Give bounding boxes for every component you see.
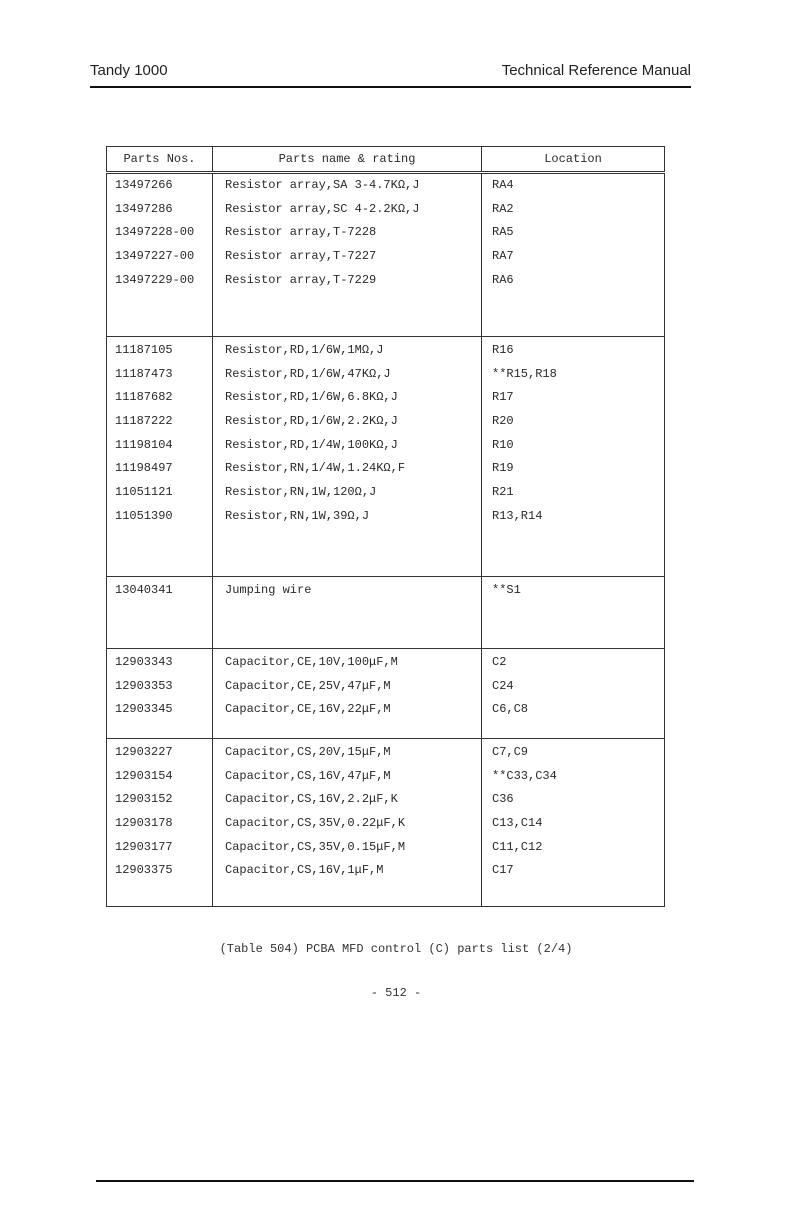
parts-table-container: [106, 146, 664, 907]
part-name: Resistor array,T-7228: [225, 225, 377, 240]
parts-nos-cell: [107, 577, 213, 649]
part-name: Resistor,RD,1/4W,100KΩ,J: [225, 437, 398, 452]
table-row: [107, 739, 665, 907]
part-number: 13497228-00: [115, 225, 195, 240]
part-number: 12903227: [115, 745, 173, 759]
part-number: 11198497: [115, 461, 173, 476]
parts-group-resistors: [107, 337, 665, 577]
part-location: C11,C12: [492, 839, 543, 854]
part-name: Capacitor,CS,20V,15μF,M: [225, 745, 391, 759]
part-location: RA6: [492, 272, 514, 287]
part-name: Resistor,RD,1/6W,47KΩ,J: [225, 366, 391, 381]
part-location: RA4: [492, 178, 514, 192]
part-location: **C33,C34: [492, 768, 557, 783]
parts-nos-cell: [107, 739, 213, 907]
parts-group-jumper: [107, 577, 665, 649]
part-name: Capacitor,CE,16V,22μF,M: [225, 702, 391, 717]
part-location: RA7: [492, 249, 514, 264]
part-number: 13040341: [115, 583, 173, 597]
part-location: RA2: [492, 201, 514, 216]
part-number: 13497227-00: [115, 249, 195, 264]
part-name: Resistor array,T-7229: [225, 272, 377, 287]
part-location: C17: [492, 863, 514, 878]
part-number: 12903178: [115, 816, 173, 831]
col-header-location: Location: [482, 147, 665, 173]
location-cell: [482, 173, 665, 337]
table-header-row: [107, 147, 665, 173]
part-location: C24: [492, 678, 514, 693]
part-location: R20: [492, 414, 514, 429]
header-left: Tandy 1000: [90, 62, 168, 79]
part-name: Capacitor,CS,16V,2.2μF,K: [225, 792, 398, 807]
part-name: Resistor array,SA 3-4.7KΩ,J: [225, 178, 420, 192]
parts-name-cell: [213, 577, 482, 649]
part-number: 12903345: [115, 702, 173, 717]
table-row: [107, 577, 665, 649]
part-name: Capacitor,CE,25V,47μF,M: [225, 678, 391, 693]
part-location: C7,C9: [492, 745, 529, 759]
part-number: 12903154: [115, 768, 173, 783]
parts-nos-cell: [107, 173, 213, 337]
part-number: 13497286: [115, 201, 173, 216]
footer-rule: [96, 1180, 694, 1182]
part-location: C2: [492, 655, 507, 669]
part-name: Resistor,RN,1/4W,1.24KΩ,F: [225, 461, 406, 476]
part-number: 11051121: [115, 485, 173, 500]
part-number: 11051390: [115, 508, 173, 523]
table-row: [107, 337, 665, 577]
location-cell: [482, 577, 665, 649]
part-name: Capacitor,CS,35V,0.22μF,K: [225, 816, 406, 831]
parts-group-electrolytic-capacitors: [107, 649, 665, 739]
parts-nos-cell: [107, 649, 213, 739]
page-number: - 512 -: [370, 986, 422, 1000]
part-number: 11187682: [115, 390, 173, 405]
part-location: C36: [492, 792, 514, 807]
part-number: 11187473: [115, 366, 173, 381]
part-number: 11198104: [115, 437, 173, 452]
part-number: 13497229-00: [115, 272, 195, 287]
part-location: R13,R14: [492, 508, 543, 523]
part-name: Capacitor,CS,16V,1μF,M: [225, 863, 384, 878]
parts-table: [106, 146, 665, 907]
location-cell: [482, 649, 665, 739]
part-name: Resistor,RD,1/6W,1MΩ,J: [225, 343, 384, 357]
parts-name-cell: [213, 649, 482, 739]
parts-name-cell: [213, 337, 482, 577]
part-number: 12903353: [115, 678, 173, 693]
part-name: Resistor,RN,1W,39Ω,J: [225, 508, 370, 523]
location-cell: [482, 739, 665, 907]
part-number: 12903375: [115, 863, 173, 878]
part-name: Resistor array,SC 4-2.2KΩ,J: [225, 201, 420, 216]
table-caption: (Table 504) PCBA MFD control (C) parts list (2/4): [219, 942, 573, 956]
part-location: R19: [492, 461, 514, 476]
header-right: Technical Reference Manual: [501, 62, 691, 79]
part-number: 12903343: [115, 655, 173, 669]
part-name: Capacitor,CS,35V,0.15μF,M: [225, 839, 406, 854]
col-header-parts-nos: Parts Nos.: [107, 147, 213, 173]
part-location: R16: [492, 343, 514, 357]
parts-group-tantalum-capacitors: [107, 739, 665, 907]
part-name: Resistor,RD,1/6W,6.8KΩ,J: [225, 390, 398, 405]
part-location: R21: [492, 485, 514, 500]
parts-nos-cell: [107, 337, 213, 577]
parts-name-cell: [213, 739, 482, 907]
part-name: Capacitor,CE,10V,100μF,M: [225, 655, 398, 669]
part-name: Resistor,RN,1W,120Ω,J: [225, 485, 377, 500]
part-number: 12903177: [115, 839, 173, 854]
part-location: C13,C14: [492, 816, 543, 831]
part-name: Capacitor,CS,16V,47μF,M: [225, 768, 391, 783]
part-name: Resistor,RD,1/6W,2.2KΩ,J: [225, 414, 398, 429]
location-cell: [482, 337, 665, 577]
part-number: 11187222: [115, 414, 173, 429]
part-location: RA5: [492, 225, 514, 240]
parts-group-resistor-arrays: [107, 173, 665, 337]
table-row: [107, 173, 665, 337]
part-location: **R15,R18: [492, 366, 557, 381]
part-number: 12903152: [115, 792, 173, 807]
parts-name-cell: [213, 173, 482, 337]
table-row: [107, 649, 665, 739]
part-name: Resistor array,T-7227: [225, 249, 377, 264]
part-number: 11187105: [115, 343, 173, 357]
part-location: R17: [492, 390, 514, 405]
part-name: Jumping wire: [225, 583, 312, 597]
part-location: C6,C8: [492, 702, 529, 717]
part-number: 13497266: [115, 178, 173, 192]
page-header: [90, 60, 691, 88]
col-header-parts-name: Parts name & rating: [213, 147, 482, 173]
part-location: **S1: [492, 583, 521, 597]
part-location: R10: [492, 437, 514, 452]
